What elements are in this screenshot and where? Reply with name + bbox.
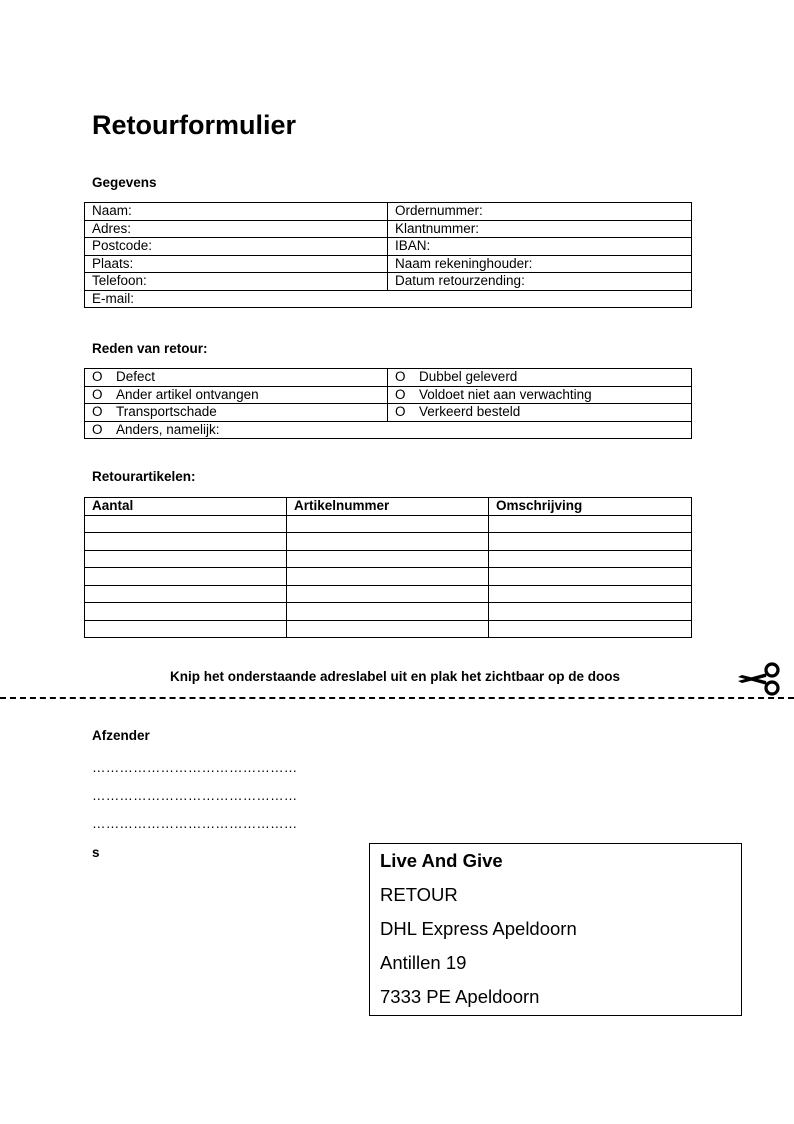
table-row	[85, 550, 692, 568]
option-label: Voldoet niet aan verwachting	[419, 386, 592, 402]
label-street: Antillen 19	[380, 952, 467, 973]
field-email[interactable]: E-mail:	[85, 290, 692, 308]
field-postcode[interactable]: Postcode:	[85, 238, 388, 256]
field-iban[interactable]: IBAN:	[388, 238, 692, 256]
scissors-icon	[736, 662, 782, 696]
option-dubbel-geleverd[interactable]	[388, 369, 692, 387]
column-artikelnummer: Artikelnummer	[287, 498, 489, 516]
cell-aantal[interactable]	[85, 550, 287, 568]
table-row	[85, 515, 692, 533]
cell-artikelnummer[interactable]	[287, 550, 489, 568]
option-ander-artikel[interactable]	[85, 386, 388, 404]
cell-omschrijving[interactable]	[489, 585, 692, 603]
option-verkeerd-besteld[interactable]	[388, 404, 692, 422]
table-row	[85, 369, 692, 387]
cell-artikelnummer[interactable]	[287, 568, 489, 586]
artikelen-table	[84, 497, 692, 638]
field-ordernummer[interactable]: Ordernummer:	[388, 203, 692, 221]
radio-marker[interactable]: O	[395, 404, 406, 420]
label-city: 7333 PE Apeldoorn	[380, 986, 540, 1007]
option-label: Ander artikel ontvangen	[116, 386, 259, 402]
reden-heading: Reden van retour:	[92, 341, 208, 356]
reden-table	[84, 368, 692, 439]
cell-aantal[interactable]	[85, 533, 287, 551]
radio-marker[interactable]: O	[92, 404, 103, 420]
option-transportschade[interactable]	[85, 404, 388, 422]
cell-artikelnummer[interactable]	[287, 533, 489, 551]
radio-marker[interactable]: O	[92, 421, 103, 437]
cell-omschrijving[interactable]	[489, 515, 692, 533]
table-row	[85, 533, 692, 551]
label-company: Live And Give	[380, 850, 503, 871]
table-row	[85, 404, 692, 422]
table-row	[85, 273, 692, 291]
table-row	[85, 290, 692, 308]
option-label: Defect	[116, 369, 156, 385]
radio-marker[interactable]: O	[92, 369, 103, 385]
cell-artikelnummer[interactable]	[287, 620, 489, 638]
option-label: Anders, namelijk:	[116, 421, 220, 437]
cell-artikelnummer[interactable]	[287, 515, 489, 533]
table-row	[85, 585, 692, 603]
afzender-line-1[interactable]: ………………………………………	[92, 760, 298, 775]
table-row	[85, 568, 692, 586]
radio-marker[interactable]: O	[395, 369, 406, 385]
cell-artikelnummer[interactable]	[287, 603, 489, 621]
page-title: Retourformulier	[92, 110, 297, 140]
cell-aantal[interactable]	[85, 568, 287, 586]
table-row	[85, 421, 692, 439]
field-datum-retourzending[interactable]: Datum retourzending:	[388, 273, 692, 291]
table-row	[85, 255, 692, 273]
radio-marker[interactable]: O	[395, 386, 406, 402]
address-label	[369, 843, 742, 1016]
afzender-line-3[interactable]: ………………………………………	[92, 816, 298, 831]
cell-omschrijving[interactable]	[489, 568, 692, 586]
cell-aantal[interactable]	[85, 603, 287, 621]
table-row	[85, 220, 692, 238]
table-row	[85, 238, 692, 256]
column-omschrijving: Omschrijving	[489, 498, 692, 516]
cut-instruction: Knip het onderstaande adreslabel uit en plak het zichtbaar op de doos	[169, 669, 621, 684]
cell-omschrijving[interactable]	[489, 533, 692, 551]
option-label: Transportschade	[116, 404, 217, 420]
table-row	[85, 386, 692, 404]
field-adres[interactable]: Adres:	[85, 220, 388, 238]
table-row	[85, 203, 692, 221]
option-defect[interactable]	[85, 369, 388, 387]
cut-line	[0, 697, 794, 699]
cell-aantal[interactable]	[85, 620, 287, 638]
label-retour: RETOUR	[380, 884, 458, 905]
option-label: Verkeerd besteld	[419, 404, 521, 420]
option-label: Dubbel geleverd	[419, 369, 518, 385]
label-carrier: DHL Express Apeldoorn	[380, 918, 577, 939]
cell-aantal[interactable]	[85, 515, 287, 533]
gegevens-heading: Gegevens	[92, 175, 157, 190]
table-header-row	[85, 498, 692, 516]
field-telefoon[interactable]: Telefoon:	[85, 273, 388, 291]
radio-marker[interactable]: O	[92, 386, 103, 402]
field-naam-rekeninghouder[interactable]: Naam rekeninghouder:	[388, 255, 692, 273]
option-voldoet-niet[interactable]	[388, 386, 692, 404]
field-plaats[interactable]: Plaats:	[85, 255, 388, 273]
afzender-line-2[interactable]: ………………………………………	[92, 788, 298, 803]
cell-omschrijving[interactable]	[489, 550, 692, 568]
stray-text: s	[92, 845, 100, 860]
cell-omschrijving[interactable]	[489, 603, 692, 621]
table-row	[85, 603, 692, 621]
cell-artikelnummer[interactable]	[287, 585, 489, 603]
artikelen-heading: Retourartikelen:	[92, 469, 196, 484]
table-row	[85, 620, 692, 638]
column-aantal: Aantal	[85, 498, 287, 516]
cell-omschrijving[interactable]	[489, 620, 692, 638]
cell-aantal[interactable]	[85, 585, 287, 603]
gegevens-table	[84, 202, 692, 308]
field-klantnummer[interactable]: Klantnummer:	[388, 220, 692, 238]
option-anders[interactable]	[85, 421, 692, 439]
afzender-heading: Afzender	[92, 728, 150, 743]
field-naam[interactable]: Naam:	[85, 203, 388, 221]
